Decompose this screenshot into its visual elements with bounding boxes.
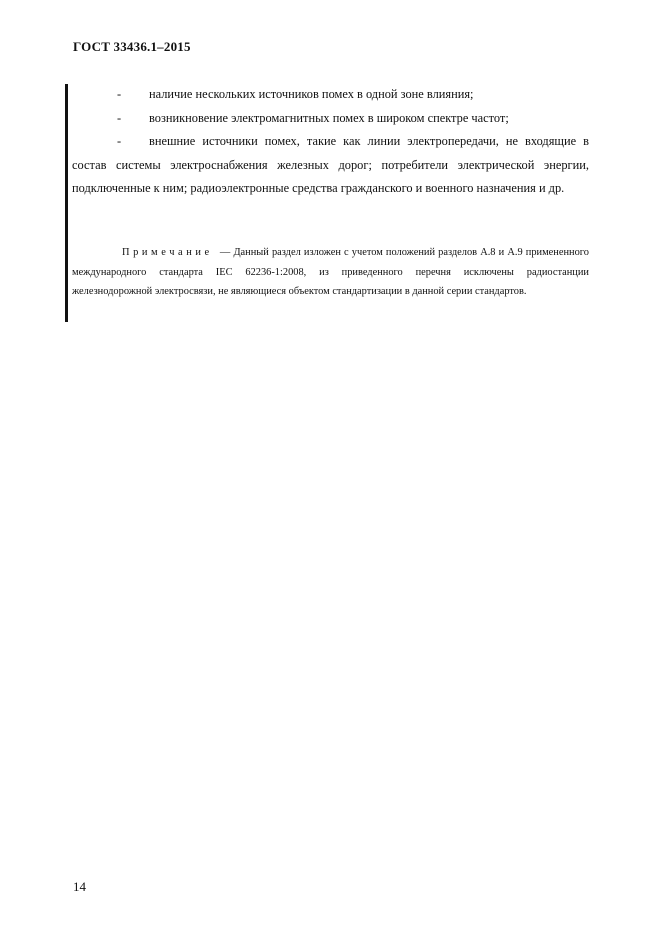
revision-change-bar xyxy=(65,84,68,322)
note-separator: — xyxy=(219,247,231,258)
page-number: 14 xyxy=(73,879,86,894)
list-item-marker: - xyxy=(117,134,122,149)
list-item-marker: - xyxy=(117,110,122,125)
note-label: Примечание xyxy=(122,247,213,258)
note-paragraph xyxy=(72,243,589,302)
list-item-text: наличие нескольких источников помех в одной зоне влияния; xyxy=(149,87,474,101)
list-item-marker: - xyxy=(117,87,122,101)
list-item-text: внешние источники помех, такие как линии электропередачи, не входящие в состав системы электроснабжения железных дорог; потребители электрической энергии, подключенные к ним; радиоэлектронные средства гражданского и военного назначения и др. xyxy=(72,134,589,196)
document-header: ГОСТ 33436.1–2015 xyxy=(73,39,191,54)
list-item xyxy=(72,107,589,131)
list-item-text: возникновение электромагнитных помех в широком спектре частот; xyxy=(149,110,509,125)
list-item xyxy=(72,83,589,107)
requirements-list xyxy=(72,83,589,201)
list-item xyxy=(72,130,589,201)
note-text: Данный раздел изложен с учетом положений разделов А.8 и А.9 примененного международного стандарта IEC 62236-1:2008, из приведенного перечня исключены радиостанции железнодорожной электросвязи, не являющиеся объектом стандартизации в данной серии стандартов. xyxy=(72,247,589,297)
